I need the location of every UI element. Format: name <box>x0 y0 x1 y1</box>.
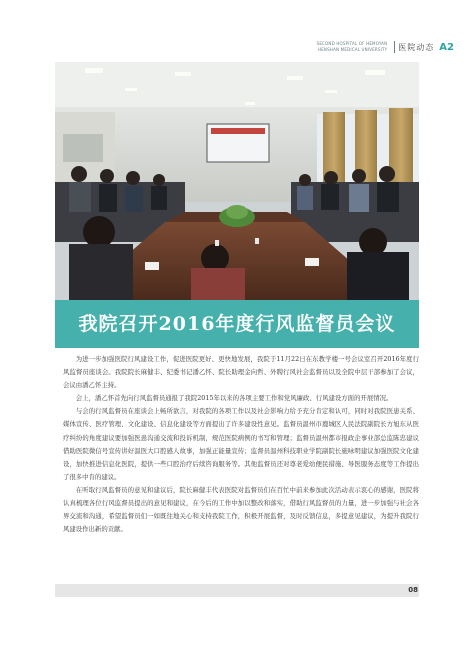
meeting-photo-icon <box>55 62 419 300</box>
page-header <box>317 38 454 56</box>
section-title: 医院动态 <box>398 42 435 52</box>
article-title: 我院召开2016年度行风监督员会议 <box>78 313 396 335</box>
article-paragraph: 与会的行风监督员在座谈会上畅所欲言，对我院的各项工作以及社会影响力给予充分肯定和认可，同时对我院医患关系、媒体宣传、医疗管理、文化建设、信息化建设等方面提出了许多建设性意见。监督员温州市鹿城区人民法院副院长方旭东从医疗纠纷的角度建议要加强医患沟通交流和投诉机制，规范医院病例的书写和管理；监督员温州都市报政企事业部总监陈忠建议借助医院微信号宣传讲好温医大口腔感人故事，加强正能量宣传；监督员温州科技职业学院副院长施咏明建议加强医院文化建设，加快推进信息化医院，提供一些口腔治疗后续咨询服务等。其他监督员还对尊老爱幼便民措施、导医服务态度等工作提出了很多中肯的建议。 <box>63 407 419 481</box>
hospital-name <box>317 41 388 53</box>
footer-bar <box>55 584 419 597</box>
article-paragraph: 为进一步加强医院行风建设工作，促进医院更好、更快地发展，我院于11月22日在东教学楼一号会议室召开2016年度行风监督员座谈会。我院院长麻健丰、纪委书记潘乙怀、院长助理金向哲、外聘行风社会监督员以及全院中层干部参加了会议，会议由潘乙怀主持。 <box>63 355 419 390</box>
hospital-name-line2: HENSHAN MEDICAL UNIVERSITY <box>318 47 388 52</box>
article-paragraph: 会上，潘乙怀首先向行风监督员通报了我院2015年以来的各项主要工作和党风廉政、行风建设方面的开展情况。 <box>75 394 393 403</box>
article-body <box>63 353 419 536</box>
article-paragraph: 在听取行风监督员的意见和建议后，院长麻健丰代表医院对监督员们在百忙中前来参加此次活动表示衷心的感谢，医院将认真梳理各位行风监督员提出的意见和建议，在今后的工作中加以整改和落实，借助行风监督员的力量，进一步加强与社会各界交流和沟通，希望监督员们一如既往地关心和支持我院工作，积极开展监督，及时反馈信息，多提意见建议，为提升我院行风建设作出新的贡献。 <box>63 485 419 534</box>
page-code: A2 <box>439 41 454 53</box>
header-divider <box>394 41 395 53</box>
page-number: 08 <box>408 586 418 594</box>
meeting-photo <box>55 62 419 300</box>
hospital-name-line1: SECOND HOSPITAL OF HEMOYAN <box>316 41 388 46</box>
